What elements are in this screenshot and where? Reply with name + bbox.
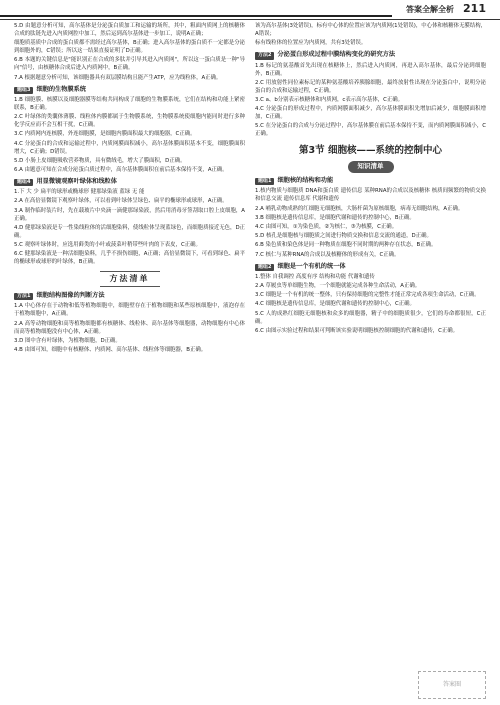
chapter-title: 第3节 细胞核——系统的控制中心 [299, 145, 442, 157]
answer-paragraph: 3.C 内质网内连核膜，外连细胞膜，是细胞内膜面积最大的细胞器，C正确。 [14, 131, 196, 138]
topic-heading [14, 85, 245, 94]
answer-paragraph: 2.C 叶绿体的类囊体薄膜、线粒体内膜都属于生物膜系统，生物膜系统使细胞内能同时进行多种化学反应而不会互相干扰，C正确。 [14, 114, 245, 129]
answer-paragraph: 5.C 观察叶绿体时，应选用藓类的小叶或菠菜叶稍带些叶肉的下表皮，C正确。 [14, 242, 201, 249]
method-title: 细胞结构图像的判断方法 [36, 292, 105, 300]
answer-paragraph: 1.核内物质与细胞质 DNA和蛋白质 遗传信息 某种RNA的合成以及核糖体 核质间频繁的物质交换和信息交流 遗传信息库 代谢和遗传 [255, 188, 486, 203]
topic-tag: 题组3 [14, 87, 33, 94]
topic-title: 细胞的生物膜系统 [36, 85, 86, 93]
answer-paragraph: 6.B 本题的关键信息是"能识别正在合成的多肽并引导其进入内质网"，所以这一蛋白质是一种"导向"信号，由核糖体合成后进入内质网中，B正确。 [14, 57, 245, 72]
answer-paragraph: 2.A 草履虫等单细胞生物，一个细胞就能完成各种生命活动，A正确。 [255, 283, 421, 290]
answer-paragraph: 4.C 分泌蛋白的形成过程中，内质网膜面积减少，高尔基体膜面积先增加后减少，细胞膜面积增加，C正确。 [255, 106, 486, 121]
answer-paragraph: 5.D 核孔是细胞核与细胞质之间进行物质交换和信息交流的通道，D正确。 [255, 233, 432, 240]
answer-paragraph: 3.A 制作临时装片时，先在载玻片中央滴一滴健那绿染液，然后用消毒牙签刮取口腔上皮细胞，A正确。 [14, 207, 245, 222]
answer-paragraph: 4.D 健那绿染液是专一性染线粒体的活细胞染料，使线粒体呈现蓝绿色，而细胞质接近无色，D正确。 [14, 224, 245, 239]
answer-paragraph: 2.A 在高倍显微镜下观察叶绿体，可以看到叶绿体呈绿色、扁平的椭球形或球形，A正确。 [14, 198, 228, 205]
answer-paragraph: 细胞质基质中合成的蛋白质都不需经过高尔基体，B正确；进入高尔基体的蛋白质不一定都是分泌到细胞外的，C错误；所以这一结果直接证明了D正确。 [14, 40, 245, 55]
header-title: 答案全解全析 [406, 5, 454, 14]
answer-paragraph: 5.D 小肠上皮细胞吸收营养物质，具有微绒毛，增大了膜面积，D正确。 [14, 157, 186, 164]
topic-title: 用显微镜观察叶绿体和线粒体 [36, 177, 117, 185]
answer-paragraph: 3.B 细胞核是遗传信息库，是细胞代谢和遗传的控制中心，B正确。 [255, 214, 415, 221]
answer-paragraph: 1.下 大 少 扁平的球形或椭球形 健那绿染液 蓝绿 无 能 [14, 189, 145, 196]
topic-title: 细胞是一个有机的统一体 [277, 262, 346, 270]
answer-paragraph: 4.C 细胞核是遗传信息库，是细胞代谢和遗传的控制中心，C正确。 [255, 301, 415, 308]
answer-paragraph: 5.D 由题意分析可知，高尔基体是分泌蛋白质加工和运输的场所，其中，粗面内质网上的核糖体合成的肽链先进入内质网腔中加工，然后运到高尔基体进一步加工，说明A正确； [14, 23, 245, 37]
method-tag: 方法2 [255, 52, 274, 59]
method-banner [14, 271, 245, 287]
topic-title: 细胞核的结构和功能 [277, 176, 334, 184]
answer-paragraph: 2.A 哺乳动物成熟的红细胞无细胞核，大肠杆菌为原核细胞，病毒无细胞结构，A正确。 [255, 205, 464, 212]
answer-paragraph: 3.D 图中含有叶绿体，为植物细胞，D正确。 [14, 337, 121, 344]
answer-paragraph: 标有线粒体的位置应为内质网，共有3处错误。 [255, 40, 367, 47]
answer-paragraph: 2.C 用放射性同位素标记的某种氨基酸培养胰腺细胞，最终放射性出现在分泌蛋白中，说明分泌蛋白的合成和运输过程，C正确。 [255, 79, 486, 94]
topic-tag: 题组2 [255, 264, 274, 271]
right-column [255, 22, 486, 697]
answer-paragraph: 1.整体 自我调控 高度有序 结构和功能 代谢和遗传 [255, 273, 375, 280]
topic-tag: 题组4 [14, 179, 33, 186]
method-banner-label: 方法清单 [100, 271, 160, 287]
answer-paragraph: 6.A 由题意可知在合成分泌蛋白质过程中，高尔基体膜面积在前后基本保持不变，A正确。 [14, 166, 228, 173]
left-column [14, 22, 245, 697]
answer-paragraph: 2.A 高等动物细胞和高等植物细胞都有核糖体、线粒体、高尔基体等细胞器，动物细胞有中心体而高等植物细胞没有中心体，A正确。 [14, 320, 245, 335]
answer-paragraph: 1.A 中心体存在于动物和低等植物细胞中，细胞壁存在于植物细胞和某些原核细胞中，液泡存在于植物细胞中，A正确。 [14, 303, 245, 318]
answer-paragraph: 3.C 细胞是一个有机的统一整体，只有保持细胞的完整性才能正常完成各项生命活动，C正确。 [255, 292, 480, 299]
topic-heading [255, 176, 486, 185]
knowledge-banner [255, 161, 486, 173]
watermark-stamp: 答案圈 [418, 671, 486, 699]
answer-paragraph: 1.B 标记的氨基酸首先出现在核糖体上，然后进入内质网，再进入高尔基体，最后分泌到细胞外，B正确。 [255, 62, 486, 77]
answer-paragraph: 4.C 分泌蛋白的合成和运输过程中，内质网膜面积减小，高尔基体膜面积基本不变，细胞膜面积增大，C正确；D错误。 [14, 140, 245, 155]
method-tag: 方法1 [14, 293, 33, 300]
answer-paragraph: 4.B 由图可知，细胞中有核糖体、内质网、高尔基体、线粒体等细胞器，B正确。 [14, 347, 207, 353]
left-top-block [14, 22, 245, 82]
answer-paragraph: 7.C 核仁与某种RNA的合成以及核糖体的形成有关，C正确。 [255, 251, 400, 258]
answer-paragraph: 5.C 人的成熟红细胞无细胞核和众多的细胞器，精子中的细胞质很少，它们的寿命都很短，C正确。 [255, 310, 486, 325]
header-rule [0, 0, 392, 17]
knowledge-banner-label: 知识清单 [348, 161, 394, 173]
answer-paragraph: 7.A 根据题意分析可知，该细胞器具有双层膜结构且能产生ATP，应为线粒体，A正确。 [14, 74, 222, 81]
topic-tag: 题组1 [255, 178, 274, 185]
answer-paragraph: 5.C 在分泌蛋白的合成与分泌过程中，高尔基体膜在前后基本保持不变，而内质网膜面积减小，C正确。 [255, 123, 486, 138]
answer-paragraph: 该为高尔基体(3处错误)，标有中心体的位置应该为内质网(1处错误)，中心体和核糖体无膜结构，A错误； [255, 23, 486, 37]
topic-heading [14, 177, 245, 186]
two-column-body [14, 22, 486, 697]
topic-heading [255, 262, 486, 271]
answer-paragraph: 6.C 由图示实验过程和结果可判断该实验说明细胞核控制细胞的代谢和遗传，C正确。 [255, 327, 459, 334]
answer-paragraph: 1.B 细胞膜、核膜以及细胞器膜等结构共同构成了细胞的生物膜系统，它们在结构和功能上紧密联系，B正确。 [14, 96, 245, 111]
answer-paragraph: 4.C 由图可知，①为染色质，②为核仁，③为核膜，C正确。 [255, 223, 398, 230]
answer-paragraph: 3.C a、b分别表示核糖体和内质网，c表示高尔基体，C正确。 [255, 96, 404, 103]
page-number: 211 [463, 2, 486, 15]
method-heading [14, 291, 245, 300]
method-title: 分泌蛋白形成过程中膜结构变化的研究方法 [277, 51, 396, 59]
method-heading [255, 50, 486, 59]
page-header [0, 0, 500, 20]
answer-paragraph: 6.B 染色质和染色体是同一种物质在细胞不同时期的两种存在状态，B正确。 [255, 242, 437, 249]
answer-paragraph: 6.C 健那绿染液是一种活细胞染料，几乎不损伤细胞，A正确；高倍显微镜下，可看到绿色、扁平的椭球形或球形的叶绿体，B正确。 [14, 251, 245, 266]
